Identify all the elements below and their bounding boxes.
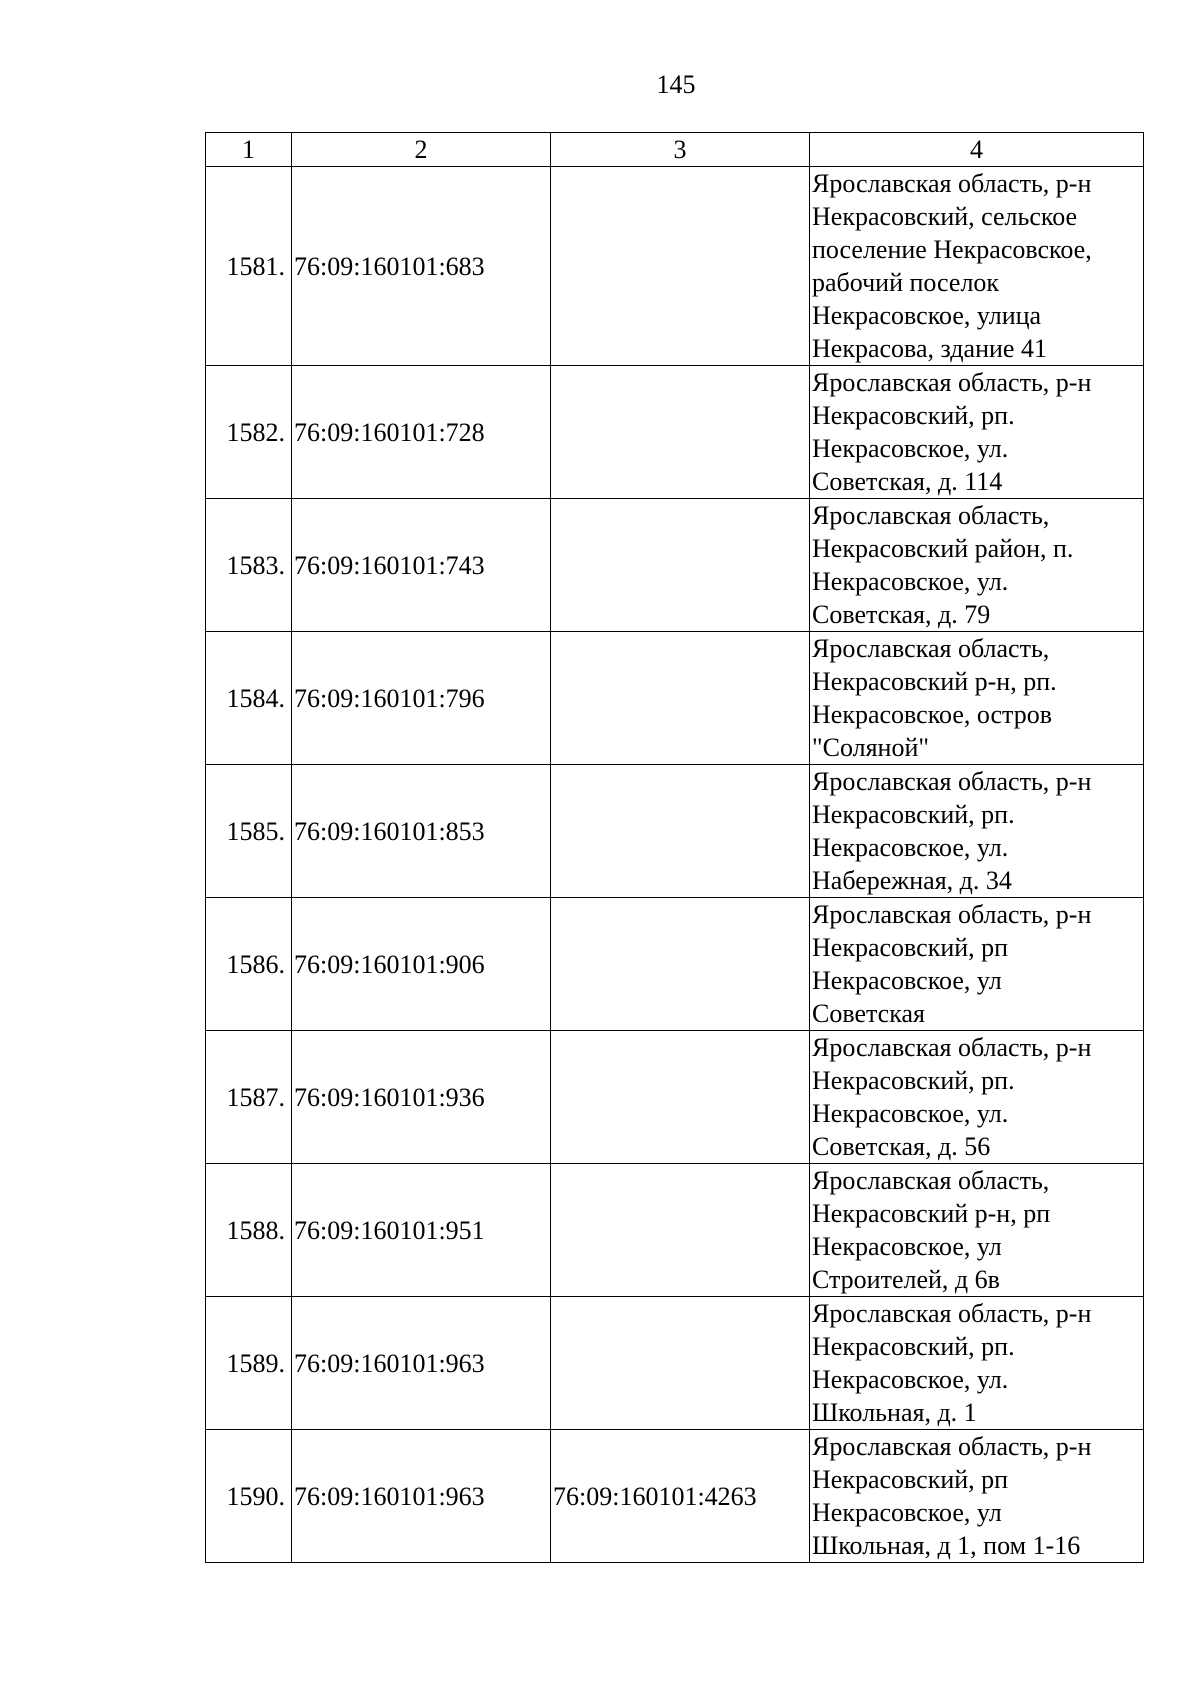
cadastral-number: 76:09:160101:728	[292, 366, 551, 499]
address-cell	[810, 167, 1144, 366]
address-cell	[810, 1430, 1144, 1563]
table-row	[206, 1430, 1144, 1563]
row-number: 1585.	[206, 765, 292, 898]
address-cell	[810, 366, 1144, 499]
address-line: Некрасовское, ул.	[812, 1365, 1009, 1394]
column-header-4: 4	[810, 133, 1144, 167]
address-line: Ярославская область, р-н	[812, 1299, 1092, 1328]
row-number: 1587.	[206, 1031, 292, 1164]
address-line: поселение Некрасовское,	[812, 235, 1092, 264]
room-cadastral-number	[551, 632, 810, 765]
address-line: Школьная, д 1, пом 1-16	[812, 1531, 1081, 1560]
address-cell	[810, 1164, 1144, 1297]
address-line: Некрасовский район, п.	[812, 534, 1074, 563]
address-line: Ярославская область, р-н	[812, 900, 1092, 929]
address-line: Некрасовский, рп.	[812, 1066, 1015, 1095]
address-line: Некрасовское, ул	[812, 966, 1002, 995]
address-line: Некрасовское, ул	[812, 1232, 1002, 1261]
address-line: Некрасовское, ул.	[812, 833, 1009, 862]
address-line: Некрасовский, рп	[812, 1465, 1009, 1494]
address-cell	[810, 1031, 1144, 1164]
address-line: Некрасова, здание 41	[812, 334, 1047, 363]
row-number: 1581.	[206, 167, 292, 366]
room-cadastral-number	[551, 499, 810, 632]
address-line: Некрасовский, рп	[812, 933, 1009, 962]
cadastral-number: 76:09:160101:963	[292, 1297, 551, 1430]
address-line: "Соляной"	[812, 733, 929, 762]
address-line: Советская	[812, 999, 925, 1028]
table-row	[206, 765, 1144, 898]
room-cadastral-number	[551, 167, 810, 366]
address-line: Некрасовский р-н, рп	[812, 1199, 1051, 1228]
address-line: Некрасовское, ул.	[812, 434, 1009, 463]
row-number: 1588.	[206, 1164, 292, 1297]
room-cadastral-number	[551, 1031, 810, 1164]
address-cell	[810, 765, 1144, 898]
cadastral-number: 76:09:160101:936	[292, 1031, 551, 1164]
address-line: Ярославская область, р-н	[812, 1432, 1092, 1461]
cadastral-number: 76:09:160101:963	[292, 1430, 551, 1563]
address-line: рабочий поселок	[812, 268, 1000, 297]
address-line: Некрасовский, рп.	[812, 401, 1015, 430]
address-line: Ярославская область,	[812, 1166, 1050, 1195]
room-cadastral-number	[551, 898, 810, 1031]
address-line: Ярославская область,	[812, 634, 1050, 663]
address-line: Некрасовский, сельское	[812, 202, 1078, 231]
table-row	[206, 366, 1144, 499]
address-line: Некрасовский, рп.	[812, 1332, 1015, 1361]
row-number: 1582.	[206, 366, 292, 499]
address-cell	[810, 898, 1144, 1031]
address-line: Некрасовское, остров	[812, 700, 1053, 729]
room-cadastral-number: 76:09:160101:4263	[551, 1430, 810, 1563]
address-line: Ярославская область, р-н	[812, 767, 1092, 796]
address-line: Советская, д. 114	[812, 467, 1003, 496]
table-row	[206, 898, 1144, 1031]
table-row	[206, 1031, 1144, 1164]
address-line: Ярославская область, р-н	[812, 368, 1092, 397]
cadastral-number: 76:09:160101:683	[292, 167, 551, 366]
table-row	[206, 1164, 1144, 1297]
cadastral-number: 76:09:160101:951	[292, 1164, 551, 1297]
table-row	[206, 499, 1144, 632]
address-line: Советская, д. 79	[812, 600, 991, 629]
address-line: Некрасовское, ул.	[812, 567, 1009, 596]
address-line: Ярославская область, р-н	[812, 1033, 1092, 1062]
address-line: Советская, д. 56	[812, 1132, 991, 1161]
cadastral-number: 76:09:160101:906	[292, 898, 551, 1031]
room-cadastral-number	[551, 1297, 810, 1430]
page-number: 145	[656, 70, 696, 99]
address-line: Некрасовское, улица	[812, 301, 1042, 330]
address-line: Некрасовский р-н, рп.	[812, 667, 1057, 696]
address-line: Некрасовский, рп.	[812, 800, 1015, 829]
row-number: 1590.	[206, 1430, 292, 1563]
row-number: 1583.	[206, 499, 292, 632]
row-number: 1584.	[206, 632, 292, 765]
cadastral-number: 76:09:160101:743	[292, 499, 551, 632]
row-number: 1586.	[206, 898, 292, 1031]
table-row	[206, 167, 1144, 366]
address-line: Набережная, д. 34	[812, 866, 1012, 895]
room-cadastral-number	[551, 1164, 810, 1297]
address-cell	[810, 632, 1144, 765]
address-line: Строителей, д 6в	[812, 1265, 1000, 1294]
address-cell	[810, 499, 1144, 632]
address-line: Некрасовское, ул.	[812, 1099, 1009, 1128]
cadastral-number: 76:09:160101:853	[292, 765, 551, 898]
address-cell	[810, 1297, 1144, 1430]
address-line: Школьная, д. 1	[812, 1398, 977, 1427]
table-row	[206, 632, 1144, 765]
cadastral-number: 76:09:160101:796	[292, 632, 551, 765]
room-cadastral-number	[551, 366, 810, 499]
column-header-2: 2	[292, 133, 551, 167]
table-row	[206, 1297, 1144, 1430]
column-header-3: 3	[551, 133, 810, 167]
address-line: Ярославская область,	[812, 501, 1050, 530]
room-cadastral-number	[551, 765, 810, 898]
registry-table	[205, 132, 1144, 1563]
address-line: Некрасовское, ул	[812, 1498, 1002, 1527]
row-number: 1589.	[206, 1297, 292, 1430]
address-line: Ярославская область, р-н	[812, 169, 1092, 198]
table-header-row	[206, 133, 1144, 167]
column-header-1: 1	[206, 133, 292, 167]
